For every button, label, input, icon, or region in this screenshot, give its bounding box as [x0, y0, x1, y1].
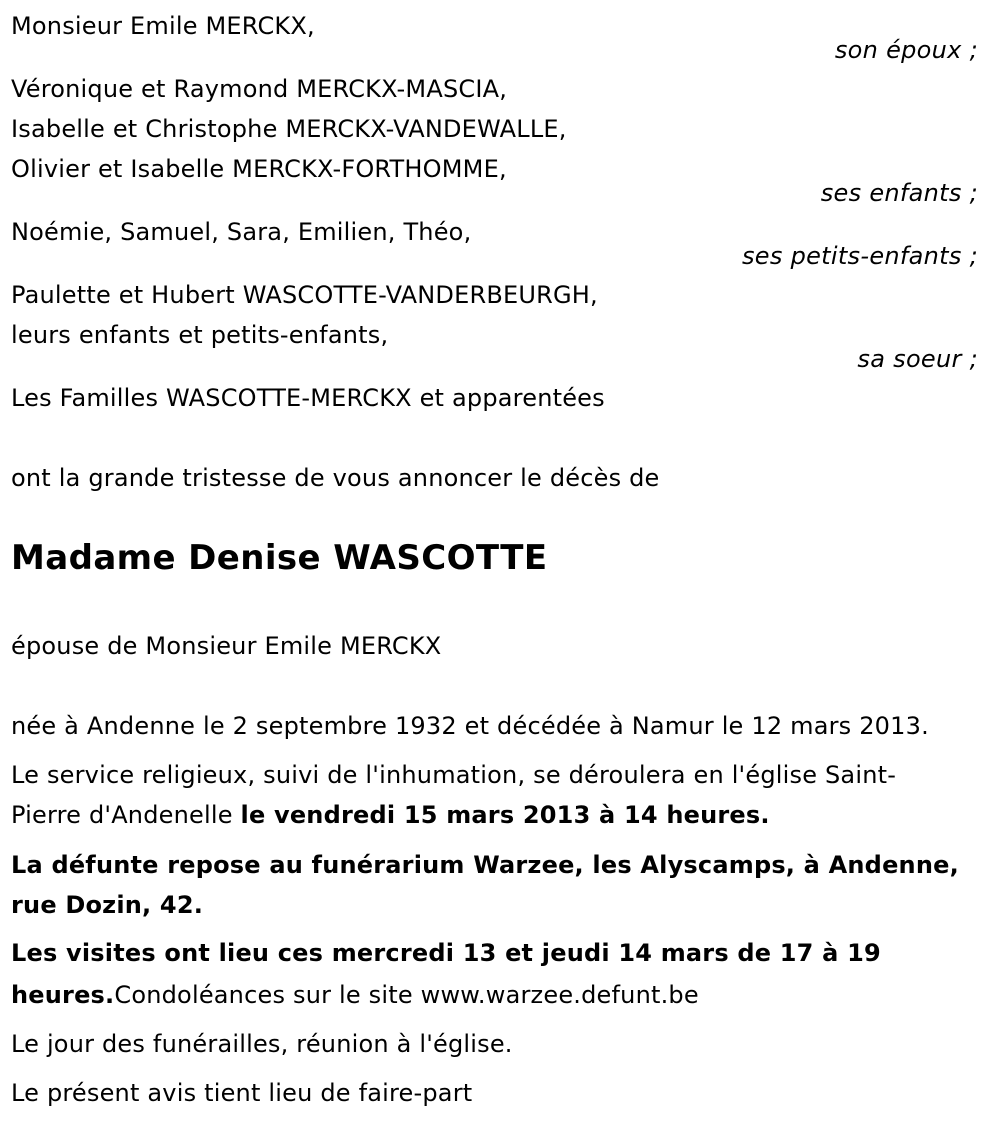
sister-couple: Paulette et Hubert WASCOTTE-VANDERBEURGH,: [11, 281, 598, 309]
birth-death-line: née à Andenne le 2 septembre 1932 et décédée à Namur le 12 mars 2013.: [11, 712, 929, 740]
notice-line: Le présent avis tient lieu de faire-part: [11, 1079, 473, 1107]
families-line: Les Familles WASCOTTE-MERCKX et apparentées: [11, 384, 605, 412]
sister-descendants: leurs enfants et petits-enfants,: [11, 321, 389, 349]
funeral-day-line: Le jour des funérailles, réunion à l'église.: [11, 1030, 513, 1058]
grandchildren-names: Noémie, Samuel, Sara, Emilien, Théo,: [11, 218, 472, 246]
service-line-2: [11, 795, 770, 835]
service-datetime: le vendredi 15 mars 2013 à 14 heures.: [240, 801, 770, 829]
service-line-1: Le service religieux, suivi de l'inhumation, se déroulera en l'église Saint-: [11, 761, 897, 789]
rest-line-2: rue Dozin, 42.: [11, 891, 204, 919]
grandchildren-role: ses petits-enfants ;: [741, 242, 978, 270]
sister-role: sa soeur ;: [857, 345, 978, 373]
announcement-text: ont la grande tristesse de vous annoncer le décès de: [11, 464, 660, 492]
child-couple-2: Isabelle et Christophe MERCKX-VANDEWALLE,: [11, 115, 567, 143]
spouse-role: son époux ;: [834, 36, 978, 64]
condolences-text: Condoléances sur le site www.warzee.defunt.be: [114, 981, 699, 1009]
service-church: Pierre d'Andenelle: [11, 801, 241, 829]
rest-line-1: La défunte repose au funérarium Warzee, les Alyscamps, à Andenne,: [11, 851, 959, 879]
deceased-name: Madame Denise WASCOTTE: [11, 538, 548, 578]
visits-hours: heures.: [11, 981, 115, 1009]
deceased-spouse-line: épouse de Monsieur Emile MERCKX: [11, 632, 442, 660]
spouse-name: Monsieur Emile MERCKX,: [11, 12, 315, 40]
visits-line-2: [11, 975, 699, 1015]
child-couple-1: Véronique et Raymond MERCKX-MASCIA,: [11, 75, 508, 103]
children-role: ses enfants ;: [820, 179, 978, 207]
visits-line-1: Les visites ont lieu ces mercredi 13 et jeudi 14 mars de 17 à 19: [11, 939, 881, 967]
child-couple-3: Olivier et Isabelle MERCKX-FORTHOMME,: [11, 155, 507, 183]
